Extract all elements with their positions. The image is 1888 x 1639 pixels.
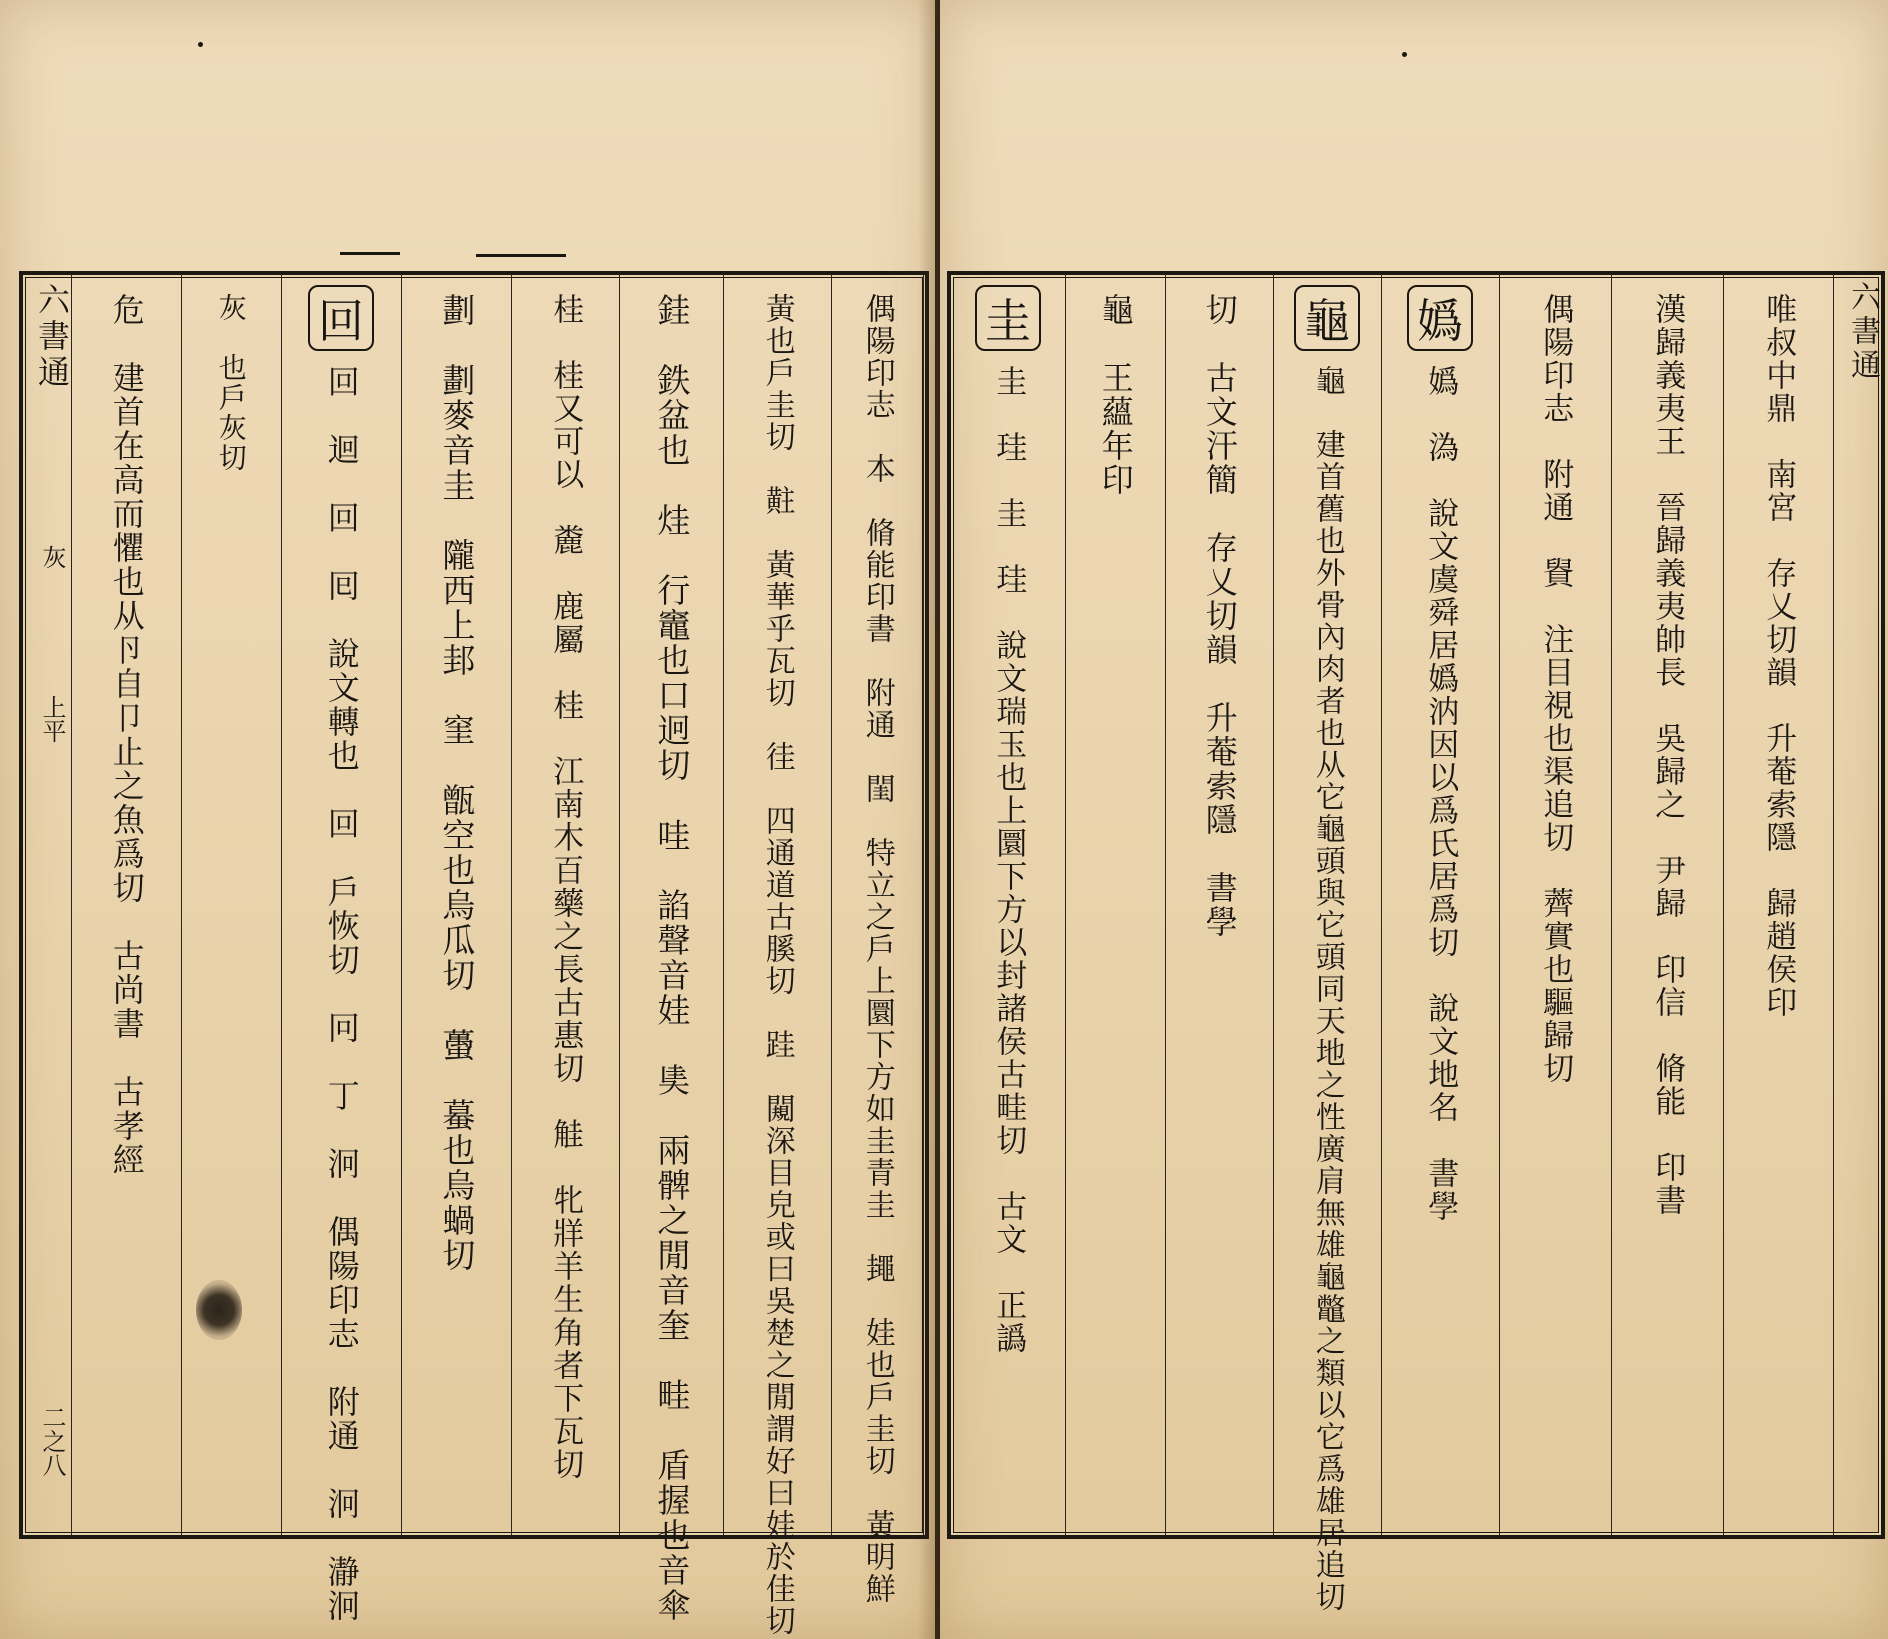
- margin-column: [1833, 275, 1880, 1535]
- column-text: 回 迴 回 囘 說文轉也 回 戶恢切 冋 丁 泂 偶陽印志 附通 泂 瀞泂: [322, 365, 361, 1623]
- book-title: 六書通: [1845, 281, 1880, 383]
- ink-stain: [196, 1280, 242, 1340]
- text-column: [71, 275, 182, 1535]
- column-text: 劃 劃麥音圭 隴西上邽 窐 甑空也烏瓜切 蠆 蟇也烏蝸切: [437, 293, 477, 1273]
- text-column: [1611, 275, 1724, 1535]
- column-text: 黃也戶圭切 黈 黃華乎瓦切 徍 四通道古膎切 跬 闚深目皃或曰吳楚之閒謂好曰娃於佳切: [759, 293, 795, 1637]
- text-column: [1165, 275, 1274, 1535]
- headword-box: 嬀: [1407, 285, 1473, 351]
- section-label: 上平: [38, 695, 66, 743]
- column-text: 危 建首在高而懼也从卪自卩止之魚爲切 古尚書 古孝經: [107, 293, 146, 1177]
- print-mark: [198, 42, 203, 47]
- headword-box: 圭: [975, 285, 1041, 351]
- right-page: [940, 0, 1888, 1639]
- text-column: [723, 275, 832, 1637]
- text-column: [1065, 275, 1166, 1535]
- book-title: 六書通: [33, 283, 71, 391]
- column-text: 銈 鉄盆也 烓 行竈也口迥切 哇 諂聲音娃 奊 兩髀之閒音奎 畦 盾握也音傘: [652, 293, 692, 1623]
- column-text: 偶陽印志 附通 䝿 注目視也渠追切 薺實也驅歸切: [1537, 293, 1574, 1085]
- rhyme-label: 灰: [38, 545, 66, 569]
- text-column: [401, 275, 512, 1535]
- block-top-mark: [340, 252, 400, 255]
- column-text: 偶陽印志 本 脩能印書 附通 閨 特立之戶上圜下方如圭青圭 䵷 娃也戶圭切 黃明鮮: [859, 293, 895, 1605]
- text-column: [1381, 275, 1500, 1535]
- text-column: [1499, 275, 1612, 1535]
- page-number: 二之八: [38, 1405, 66, 1477]
- column-text: 灰 也戶灰切: [214, 293, 248, 473]
- column-text: 龜 王蘊年印: [1096, 293, 1135, 497]
- column-text: 圭 珪 圭 珪 說文瑞玉也上圜下方以封諸侯古畦切 古文 正譌: [990, 365, 1027, 1355]
- text-column: [951, 275, 1066, 1535]
- text-column: [511, 275, 620, 1535]
- left-page: [0, 0, 935, 1639]
- column-text: 龜 建首舊也外骨內肉者也从它龜頭與它頭同天地之性廣肩無雄龜鼈之類以它爲雄居追切: [1309, 365, 1345, 1613]
- column-text: 切 古文汗簡 存乂切韻 升菴索隱 書學: [1200, 293, 1239, 939]
- column-text: 桂 桂又可以 麊 鹿屬 桂 江南木百藥之長古惠切 觟 牝牂羊生角者下瓦切: [547, 293, 584, 1481]
- text-column: [831, 275, 924, 1605]
- margin-column: [23, 275, 72, 1535]
- block-top-mark: [476, 254, 566, 257]
- text-column: [1273, 275, 1382, 1613]
- text-column: [281, 275, 402, 1623]
- column-text: 嬀 溈 說文虞舜居嬀汭因以爲氏居爲切 說文地名 書學: [1422, 365, 1459, 1223]
- print-mark: [1402, 52, 1407, 57]
- column-text: 漢歸義夷王 晉歸義夷帥長 吳歸之 尹歸 印信 脩能 印書: [1649, 293, 1686, 1217]
- text-column: [181, 275, 282, 1535]
- column-text: 唯叔中鼎 南宮 存乂切韻 升菴索隱 歸趙侯印: [1760, 293, 1797, 1019]
- text-column: [1723, 275, 1834, 1535]
- left-print-block: [20, 272, 928, 1637]
- headword-box: 回: [308, 285, 374, 351]
- text-column: [619, 275, 724, 1623]
- right-print-block: [948, 272, 1884, 1613]
- headword-box: 龜: [1294, 285, 1360, 351]
